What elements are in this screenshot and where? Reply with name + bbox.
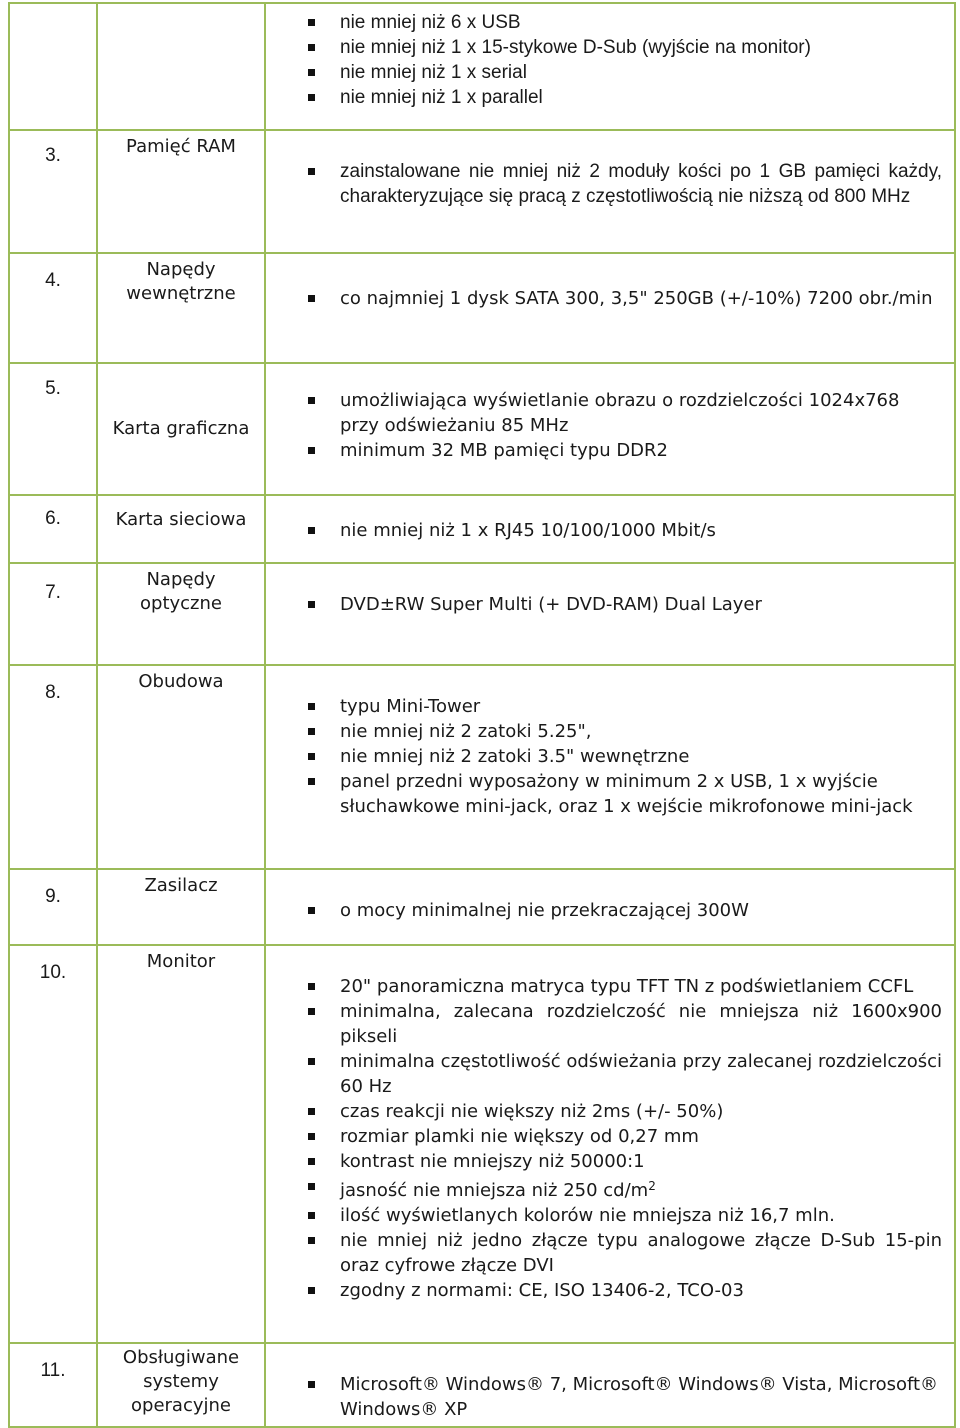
row-number: 8. <box>9 665 97 869</box>
row-description <box>265 665 955 869</box>
row-description <box>265 253 955 363</box>
row-name <box>97 3 265 130</box>
list-item: nie mniej niż 1 x serial <box>266 60 942 85</box>
table-row <box>9 363 955 495</box>
bullet-list <box>266 518 954 543</box>
row-description <box>265 495 955 563</box>
list-item: nie mniej niż 1 x parallel <box>266 85 942 110</box>
bullet-list <box>266 10 954 110</box>
bullet-list <box>266 592 954 617</box>
row-description <box>265 563 955 665</box>
list-item: DVD±RW Super Multi (+ DVD-RAM) Dual Layer <box>266 592 942 617</box>
list-item: rozmiar plamki nie większy od 0,27 mm <box>266 1124 942 1149</box>
list-item: nie mniej niż 1 x 15-stykowe D-Sub (wyjście na monitor) <box>266 35 942 60</box>
row-name: Karta sieciowa <box>97 495 265 563</box>
row-description <box>265 130 955 253</box>
bullet-list <box>266 898 954 923</box>
superscript: 2 <box>648 1179 656 1193</box>
list-item <box>266 1174 942 1203</box>
row-name: Monitor <box>97 945 265 1343</box>
list-item: zgodny z normami: CE, ISO 13406-2, TCO-03 <box>266 1278 942 1303</box>
row-name: Karta graficzna <box>97 363 265 495</box>
table-row <box>9 253 955 363</box>
list-item: Microsoft® Windows® 7, Microsoft® Windows® Vista, Microsoft® Windows® XP <box>266 1372 942 1422</box>
table-row <box>9 3 955 130</box>
list-item: nie mniej niż jedno złącze typu analogowe złącze D-Sub 15-pin oraz cyfrowe złącze DVI <box>266 1228 942 1278</box>
row-name: Napędy wewnętrzne <box>97 253 265 363</box>
brightness-text: jasność nie mniejsza niż 250 cd/m <box>340 1180 649 1201</box>
row-number: 10. <box>9 945 97 1343</box>
table-row <box>9 869 955 945</box>
table-row <box>9 130 955 253</box>
row-number: 5. <box>9 363 97 495</box>
row-description <box>265 1343 955 1427</box>
list-item: o mocy minimalnej nie przekraczającej 300W <box>266 898 942 923</box>
row-number: 4. <box>9 253 97 363</box>
row-number: 3. <box>9 130 97 253</box>
list-item: zainstalowane nie mniej niż 2 moduły kości po 1 GB pamięci każdy, charakteryzujące się pracą z częstotliwością nie niższą od 800 MHz <box>266 159 942 209</box>
list-item: nie mniej niż 2 zatoki 3.5" wewnętrzne <box>266 744 942 769</box>
row-description <box>265 869 955 945</box>
row-description <box>265 3 955 130</box>
table-row <box>9 563 955 665</box>
row-name: Obsługiwane systemy operacyjne <box>97 1343 265 1427</box>
list-item: kontrast nie mniejszy niż 50000:1 <box>266 1149 942 1174</box>
list-item: minimalna, zalecana rozdzielczość nie mniejsza niż 1600x900 pikseli <box>266 999 942 1049</box>
row-name: Pamięć RAM <box>97 130 265 253</box>
list-item: czas reakcji nie większy niż 2ms (+/- 50%) <box>266 1099 942 1124</box>
row-number: 6. <box>9 495 97 563</box>
row-name: Napędy optyczne <box>97 563 265 665</box>
bullet-list <box>266 974 954 1303</box>
list-item: ilość wyświetlanych kolorów nie mniejsza niż 16,7 mln. <box>266 1203 942 1228</box>
list-item: typu Mini-Tower <box>266 694 942 719</box>
table-row <box>9 945 955 1343</box>
bullet-list <box>266 694 954 819</box>
list-item: panel przedni wyposażony w minimum 2 x USB, 1 x wyjście słuchawkowe mini-jack, oraz 1 x wejście mikrofonowe mini-jack <box>266 769 942 819</box>
list-item: nie mniej niż 2 zatoki 5.25", <box>266 719 942 744</box>
bullet-list <box>266 286 954 311</box>
bullet-list <box>266 388 954 463</box>
row-name: Zasilacz <box>97 869 265 945</box>
row-name: Obudowa <box>97 665 265 869</box>
row-number: 7. <box>9 563 97 665</box>
list-item: co najmniej 1 dysk SATA 300, 3,5" 250GB (+/-10%) 7200 obr./min <box>266 286 942 311</box>
table-row <box>9 495 955 563</box>
table-row <box>9 1343 955 1427</box>
list-item: minimalna częstotliwość odświeżania przy zalecanej rozdzielczości 60 Hz <box>266 1049 942 1099</box>
bullet-list <box>266 1372 954 1422</box>
specification-table <box>8 2 956 1428</box>
list-item: umożliwiająca wyświetlanie obrazu o rozdzielczości 1024x768 przy odświeżaniu 85 MHz <box>266 388 942 438</box>
bullet-list <box>266 159 954 209</box>
row-description <box>265 945 955 1343</box>
row-number: 11. <box>9 1343 97 1427</box>
list-item: 20" panoramiczna matryca typu TFT TN z podświetlaniem CCFL <box>266 974 942 999</box>
row-description <box>265 363 955 495</box>
row-number: 9. <box>9 869 97 945</box>
list-item: minimum 32 MB pamięci typu DDR2 <box>266 438 942 463</box>
table-row <box>9 665 955 869</box>
row-number <box>9 3 97 130</box>
list-item: nie mniej niż 6 x USB <box>266 10 942 35</box>
list-item: nie mniej niż 1 x RJ45 10/100/1000 Mbit/s <box>266 518 942 543</box>
